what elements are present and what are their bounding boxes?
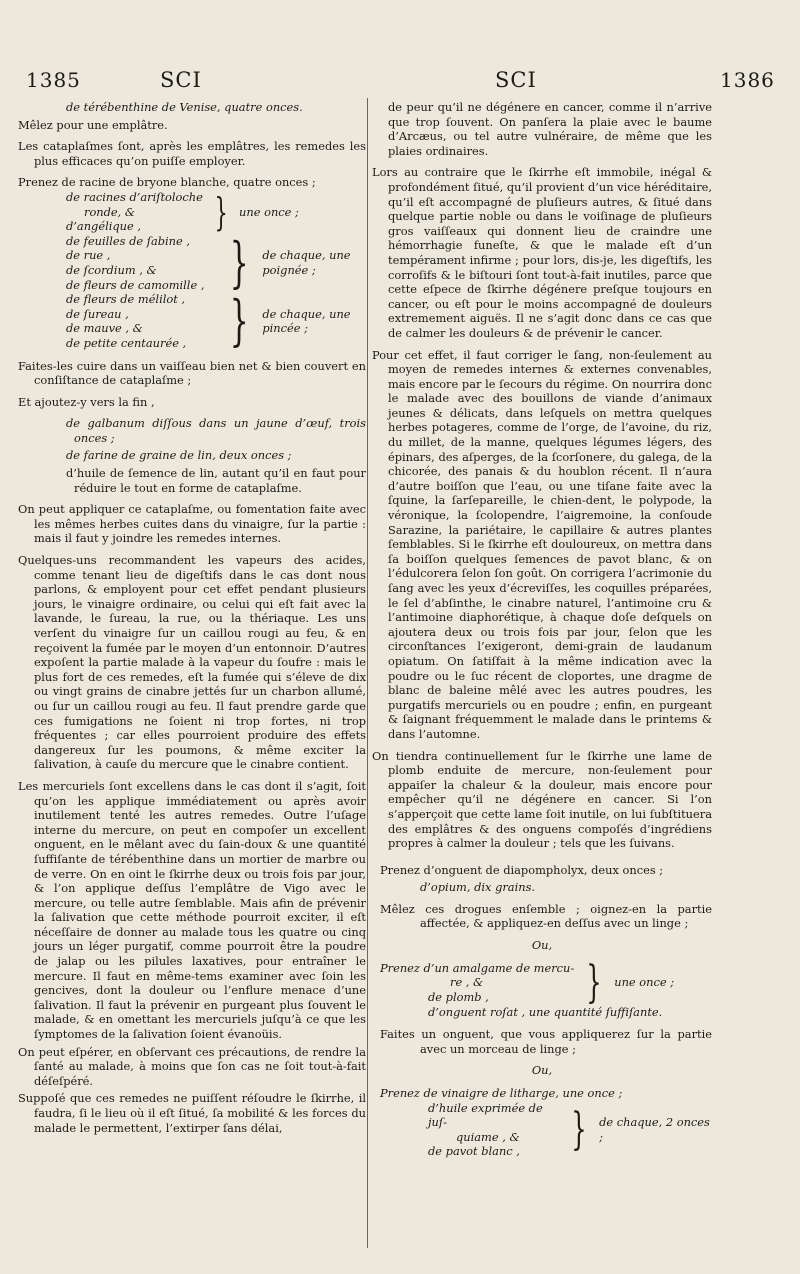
right-running-title: SCI — [495, 68, 537, 92]
ingredient: d’huile exprimée de juſ- — [428, 1100, 543, 1130]
ingredient-list — [66, 292, 216, 350]
prescription-line: d’opium, dix grains. — [420, 880, 536, 895]
ingredient: de petite centaurée , — [66, 335, 187, 350]
prescription-line: Prenez de racine de bryone blanche, quatre onces ; — [18, 175, 316, 190]
left-page-number: 1385 — [26, 68, 81, 92]
ingredient: de rue , — [66, 248, 111, 263]
brace: } — [229, 230, 249, 294]
ingredient: de fleurs de mélilot , — [66, 292, 186, 307]
prescription-block — [18, 175, 366, 353]
ingredient-list — [428, 1101, 559, 1159]
ingredient: de ſcordium , & — [66, 262, 157, 277]
paragraph: On peut appliquer ce cataplaſme, ou fomentation faite avec les mêmes herbes cuites dans du vinaigre, ſur la partie : mais il faut y joindre les remedes internes. — [18, 502, 366, 546]
ingredient: Prenez d’un amalgame de mercu- — [380, 960, 575, 975]
ingredient: d’onguent roſat , une quantité ſuffiſante. — [428, 1004, 663, 1019]
ingredient: de plomb , — [428, 989, 489, 1004]
ingredient-list — [380, 961, 574, 1005]
paragraph: Mêlez ces drogues enſemble ; oignez-en la partie affectée, & appliquez-en deſſus avec un linge ; — [380, 901, 712, 931]
brace: } — [214, 189, 228, 234]
ingredient: de feuilles de ſabine , — [66, 233, 190, 248]
brace: } — [229, 289, 249, 353]
ingredient: de mauve , & — [66, 321, 143, 336]
dose: de chaque, 2 onces ; — [599, 1115, 710, 1144]
right-column — [372, 100, 712, 1167]
ingredient-group — [18, 289, 366, 353]
paragraph: Faites un onguent, que vous appliquerez ſur la partie avec un morceau de linge ; — [380, 1027, 712, 1056]
prescription-block — [372, 1086, 712, 1159]
ingredient-group — [18, 230, 366, 294]
ingredient: de pavot blanc , — [428, 1144, 520, 1159]
paragraph: Et ajoutez-y vers la fin , — [18, 394, 155, 409]
ingredient-list — [66, 190, 203, 234]
dose: une once ; — [239, 204, 299, 219]
recipe-line: d’huile de ſemence de lin, autant qu’il en faut pour réduire le tout en forme de cataplaſme. — [66, 466, 366, 495]
paragraph: Quelques-uns recommandent les vapeurs des acides, comme tenant lieu de digeſtifs dans le cas dont nous parlons, & employent pour cet effet pendant plusieurs jours, le vinaigre ordinaire, ou celui qui eſt fait avec la lavande, le ſureau, la rue, ou la thériaque. Les uns verſent du vinaigre ſur un caillou rougi au feu, & en reçoivent la fumée par le moyen d’un entonnoir. D’autres expoſent la partie malade à la vapeur du ſoufre : mais le plus fort de ces remedes, eſt la fumée qui s’éleve de dix ou vingt grains de cinabre jettés ſur un charbon allumé, ou ſur un caillou rougi au feu. Il faut prendre garde que ces fumigations ne ſoient ni trop fortes, ni trop fréquentes ; car elles pourroient produire des effets dangereux ſur les poumons, & même exciter la ſalivation, à cauſe du mercure que le cinabre contient. — [18, 553, 366, 772]
ingredient: quiame , & — [456, 1129, 520, 1144]
ingredient: de fleurs de camomille , — [66, 277, 205, 292]
left-column — [18, 100, 366, 1138]
ingredient-group — [18, 190, 366, 234]
ingredient-list — [66, 234, 216, 292]
alternative-marker: Ou, — [531, 938, 553, 953]
ingredient: de ſureau , — [66, 306, 129, 321]
brace: } — [586, 956, 602, 1008]
paragraph: Faites-les cuire dans un vaiſſeau bien net & bien couvert en conſiſtance de cataplaſme ; — [18, 358, 366, 388]
dose: de chaque, une poignée ; — [262, 248, 351, 277]
ingredient: re , & — [450, 975, 484, 990]
paragraph: de peur qu’il ne dégénere en cancer, comme il n’arrive que trop ſouvent. On panſera la plaie avec le baume d’Arcæus, ou tel autre vulnéraire, de même que les plaies ordinaires. — [388, 100, 712, 158]
left-running-title: SCI — [160, 68, 202, 92]
paragraph: Pour cet effet, il faut corriger le ſang, non-ſeulement au moyen de remedes internes & externes convenables, mais encore par le ſecours du régime. On nourrira donc le malade avec des bouillons de viande d’animaux jeunes & délicats, dans leſquels on mettra quelques herbes potageres, comme de l’orge, de l’avoine, du riz, du millet, de la manne, quelques légumes légers, des épinars, des aſperges, de la ſcorſonere, du galega, de la chicorée, des panais & du houblon récent. Il n’aura d’autre boiſſon que l’eau, ou une tiſane faite avec la ſquine, la ſarſepareille, le chien-dent, le polypode, la véronique, la ſcolopendre, l’aigremoine, la conſoude Sarazine, la pariétaire, le capillaire & autres plantes ſemblables. Si le ſkirrhe eſt douloureux, on mettra dans ſa boiſſon quelques ſemences de pavot blanc, & on l’édulcorera ſelon ſon goût. On corrigera l’acrimonie du ſang avec les yeux d’écreviſſes, les coquilles préparées, le ſel d’abſinthe, le cinabre naturel, l’antimoine cru & l’antimoine diaphorétique, à chaque doſe deſquels on ajoutera deux ou trois fois par jour, ſelon que les circonſtances l’exigeront, demi-grain de laudanum opiatum. On ſatiſfait à la même indication avec la poudre ou le ſuc récent de cloportes, une dragme de blanc de baleine mêlé avec les autres poudres, les purgatifs mercuriels ou en poudre ; enfin, en purgeant & ſaignant fréquemment le malade dans le printems & dans l’automne. — [372, 347, 712, 741]
recipe-line: de farine de graine de lin, deux onces ; — [66, 448, 292, 463]
paragraph: On tiendra continuellement ſur le ſkirrhe une lame de plomb enduite de mercure, non-ſeulement pour appaiſer la chaleur & la douleur, mais encore pour empêcher qu’il ne dégénere en cancer. Si l’on s’apperçoit que cette lame ſoit inutile, on lui ſubſtituera des emplâtres & des onguens compoſés d’ingrédiens propres à calmer la douleur ; tels que les ſuivans. — [372, 748, 712, 851]
paragraph: Suppoſé que ces remedes ne puiſſent réſoudre le ſkirrhe, il faudra, ſi le lieu où il eſt ſitué, ſa mobilité & les forces du malade le permettent, l’extirper ſans délai, — [18, 1091, 366, 1135]
paragraph: On peut eſpérer, en obſervant ces précautions, de rendre la ſanté au malade, à moins que ſon cas ne ſoit tout-à-fait déſeſpéré. — [18, 1044, 366, 1088]
prescription-line: Prenez d’onguent de diapompholyx, deux onces ; — [380, 862, 664, 877]
paragraph: Lors au contraire que le ſkirrhe eſt immobile, inégal & profondément ſitué, qu’il provient d’un vice héréditaire, qu’il eſt accompagné de pluſieurs autres, & ſitué dans quelque partie noble ou dans le voiſinage de pluſieurs gros vaiſſeaux qui donnent lieu de craindre une hémorrhagie funeſte, & que le malade eſt d’un tempérament infirme ; pour lors, dis-je, les digeſtifs, les corroſifs & le biſtouri ſont tout-à-fait inutiles, parce que cette eſpece de ſkirrhe dégénere preſque toujours en cancer, ou eſt pour le moins accompagné de douleurs extremement aiguës. Il ne s’agit donc dans ce cas que de calmer les douleurs & de prévenir le cancer. — [372, 165, 713, 340]
paragraph: Mêlez pour une emplâtre. — [18, 117, 168, 132]
ingredient: d’angélique , — [66, 219, 141, 234]
recipe-line: de galbanum diſſous dans un jaune d’œuf, trois onces ; — [66, 416, 366, 445]
column-divider — [367, 98, 368, 1248]
alternative-marker: Ou, — [531, 1063, 553, 1078]
prescription-block — [372, 956, 712, 1020]
ingredient: de racines d’ariſtoloche — [66, 189, 203, 204]
prescription-line: Prenez de vinaigre de litharge, une once ; — [380, 1086, 623, 1101]
right-page-number: 1386 — [720, 68, 775, 92]
paragraph: Les mercuriels ſont excellens dans le cas dont il s’agit, ſoit qu’on les applique immédiatement ou après avoir inutilement tenté les autres remedes. Outre l’uſage interne du mercure, on peut en compoſer un excellent onguent, en le mêlant avec du ſain-doux & une quantité ſuffiſante de térébenthine dans un mortier de marbre ou de verre. On en oint le ſkirrhe deux ou trois fois par jour, & l’on applique deſſus l’emplâtre de Vigo avec le mercure, ou telle autre ſemblable. Mais afin de prévenir la ſalivation que cette méthode pourroit exciter, il eſt néceſſaire de donner au malade tous les quatre ou cinq jours un léger purgatif, comme pourroit être la poudre de jalap ou les pilules laxatives, pour entraîner le mercure. Il faut en même-tems examiner avec ſoin les gencives, dont la douleur ou l’enflure menace d’une ſalivation. Il faut la prévenir en purgeant plus ſouvent le malade, & en omettant les mercuriels juſqu’à ce que les ſymptomes de la ſalivation ſoient évanoüis. — [18, 778, 366, 1042]
ingredient: ronde, & — [84, 204, 136, 219]
dose: de chaque, une pincée ; — [262, 306, 351, 336]
brace: } — [571, 1103, 587, 1155]
ingredient-group — [380, 1101, 712, 1159]
paragraph: Les cataplaſmes ſont, après les emplâtres, les remedes les plus efficaces qu’on puiſſe employer. — [18, 139, 366, 168]
recipe-line: de térébenthine de Venise, quatre onces. — [66, 100, 303, 114]
dose: une once ; — [614, 975, 675, 990]
ingredient-group — [380, 956, 712, 1008]
